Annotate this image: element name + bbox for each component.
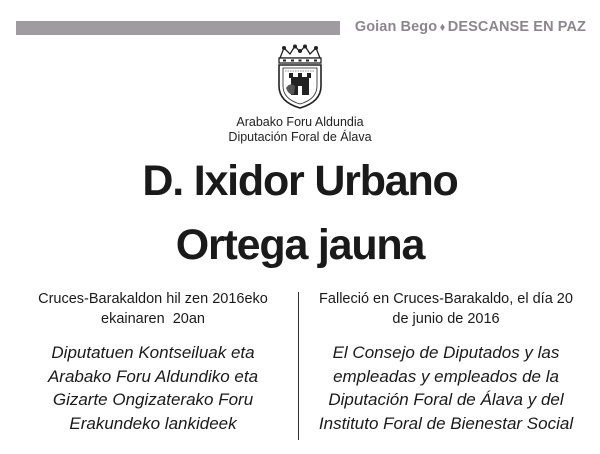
- spanish-message-line: El Consejo de Diputados y las: [332, 343, 560, 362]
- column-divider: [298, 292, 299, 440]
- alava-coat-of-arms-icon: [270, 44, 330, 110]
- spanish-message-line: empleadas y empleados de la: [333, 366, 559, 386]
- spanish-date-line: de junio de 2016: [392, 311, 500, 327]
- basque-date-line: Cruces-Barakaldon hil zen 2016eko: [38, 291, 268, 307]
- spanish-condolence-message: [306, 341, 586, 435]
- basque-message-line: Gizarte Ongizaterako Foru: [52, 390, 254, 409]
- basque-message-line: Arabako Foru Aldundiko eta: [47, 366, 259, 386]
- basque-condolence-message: [14, 341, 292, 435]
- header-label: [355, 19, 586, 35]
- basque-column: [14, 289, 292, 435]
- spanish-death-notice: [306, 289, 586, 329]
- institution-name-basque: Arabako Foru Aldundia: [236, 115, 364, 129]
- header-label-spanish: DESCANSE EN PAZ: [447, 19, 586, 35]
- spanish-date-line: Falleció en Cruces-Barakaldo, el día 20: [319, 291, 573, 307]
- basque-message-line: Diputatuen Kontseiluak eta: [51, 343, 255, 362]
- basque-death-notice: [14, 289, 292, 329]
- spanish-message-line: Instituto Foral de Bienestar Social: [318, 413, 574, 433]
- diamond-separator-icon: ⬧: [440, 22, 445, 33]
- basque-message-line: Erakundeko lankideek: [69, 413, 237, 433]
- deceased-name-line-1: D. Ixidor Urbano: [142, 157, 458, 205]
- header-label-basque: Goian Bego: [354, 19, 438, 35]
- spanish-column: [306, 289, 586, 435]
- header-band: [16, 21, 340, 35]
- basque-date-line: ekainaren 20an: [101, 311, 205, 327]
- deceased-name-line-2: Ortega jauna: [175, 221, 425, 269]
- institution-name-spanish: Diputación Foral de Álava: [228, 130, 372, 144]
- spanish-message-line: Diputación Foral de Álava y del: [328, 390, 564, 409]
